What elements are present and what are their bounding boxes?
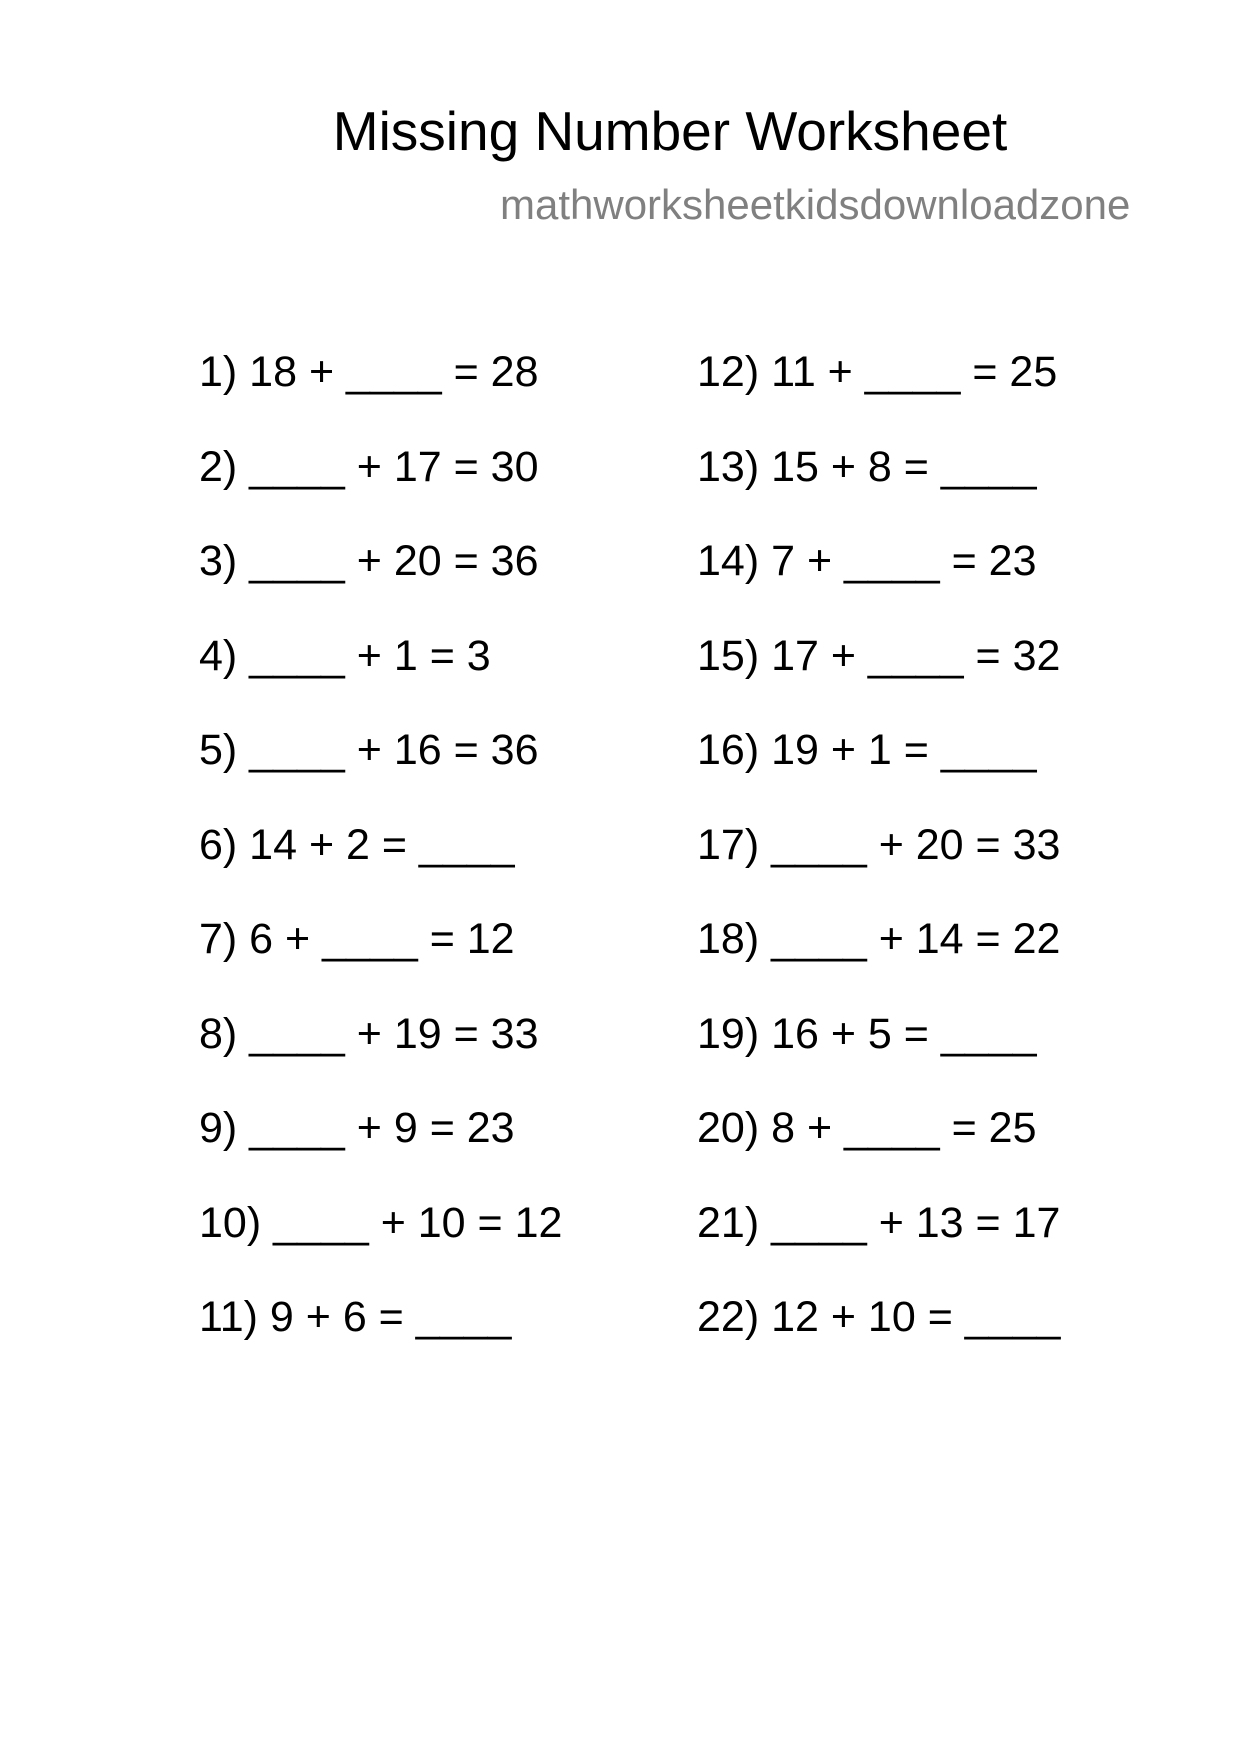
problem-column-left [199,346,562,1386]
problem-16: 16) 19 + 1 = ____ [697,726,1037,774]
problem-12: 12) 11 + ____ = 25 [697,348,1058,396]
problem-18: 18) ____ + 14 = 22 [697,915,1061,963]
problem-15: 15) 17 + ____ = 32 [697,631,1061,680]
problem-2: 2) ____ + 17 = 30 [199,442,539,491]
problem-11: 11) 9 + 6 = ____ [199,1293,512,1341]
problem-5: 5) ____ + 16 = 36 [199,726,539,774]
problem-20: 20) 8 + ____ = 25 [697,1104,1037,1152]
problem-6: 6) 14 + 2 = ____ [199,820,515,869]
problem-column-right [697,346,1060,1386]
problem-3: 3) ____ + 20 = 36 [199,537,539,585]
problem-14: 14) 7 + ____ = 23 [697,537,1037,585]
worksheet-title: Missing Number Worksheet [332,100,1008,162]
problem-13: 13) 15 + 8 = ____ [697,442,1037,491]
problem-21: 21) ____ + 13 = 17 [697,1198,1061,1247]
problem-1: 1) 18 + ____ = 28 [199,348,539,396]
worksheet-subtitle: mathworksheetkidsdownloadzone [500,181,1131,228]
problem-17: 17) ____ + 20 = 33 [697,820,1061,869]
problem-19: 19) 16 + 5 = ____ [697,1009,1037,1058]
problem-4: 4) ____ + 1 = 3 [199,631,491,680]
problem-10: 10) ____ + 10 = 12 [199,1198,563,1247]
problem-22: 22) 12 + 10 = ____ [697,1293,1061,1341]
problem-8: 8) ____ + 19 = 33 [199,1009,539,1058]
problem-7: 7) 6 + ____ = 12 [199,915,515,963]
problem-9: 9) ____ + 9 = 23 [199,1104,515,1152]
